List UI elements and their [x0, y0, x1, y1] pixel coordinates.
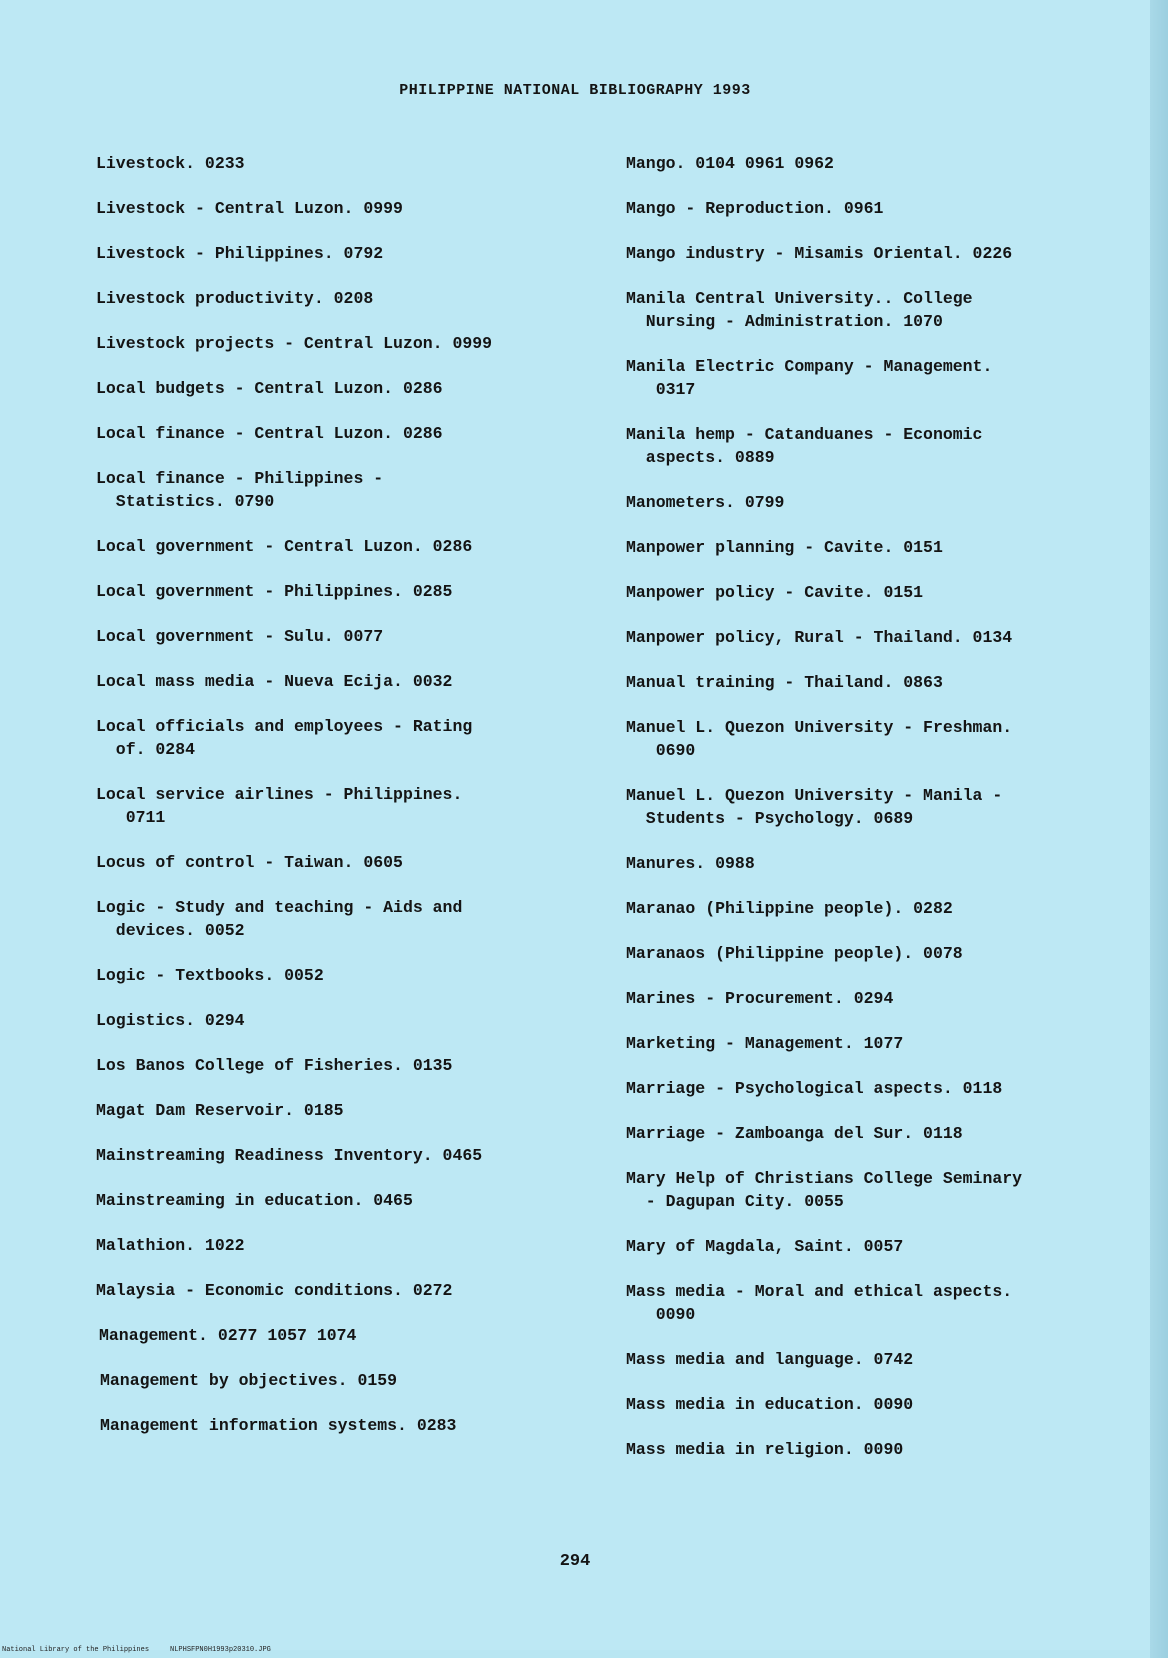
index-entry: Livestock productivity. 0208: [96, 289, 374, 308]
index-entry: Local budgets - Central Luzon. 0286: [96, 379, 443, 398]
index-entry: Livestock projects - Central Luzon. 0999: [96, 334, 493, 353]
index-entry: Marketing - Management. 1077: [626, 1034, 904, 1053]
index-entry: Management information systems. 0283: [100, 1416, 457, 1435]
index-entry: Manometers. 0799: [626, 493, 785, 512]
index-entry: Local finance - Central Luzon. 0286: [96, 424, 443, 443]
index-entry: Mango industry - Misamis Oriental. 0226: [626, 244, 1013, 263]
index-entry: Local service airlines - Philippines. 0711: [96, 785, 463, 827]
index-entry: Local finance - Philippines - Statistics. 0790: [96, 469, 384, 511]
scan-footer-caption: National Library of the Philippines NLPHSFPN0H1993p20310.JPG: [2, 1646, 271, 1654]
index-entry: Manpower policy, Rural - Thailand. 0134: [626, 628, 1013, 647]
index-entry: Mainstreaming Readiness Inventory. 0465: [96, 1146, 483, 1165]
index-entry: Marriage - Psychological aspects. 0118: [626, 1079, 1003, 1098]
index-entry: Mango. 0104 0961 0962: [626, 154, 834, 173]
index-entry: Maranao (Philippine people). 0282: [626, 899, 953, 918]
index-entry: Local government - Sulu. 0077: [96, 627, 384, 646]
index-entry: Mass media - Moral and ethical aspects. 0090: [626, 1282, 1013, 1324]
index-entry: Mango - Reproduction. 0961: [626, 199, 884, 218]
index-entry: Management. 0277 1057 1074: [99, 1326, 357, 1345]
index-entry: Manures. 0988: [626, 854, 755, 873]
index-entry: Logistics. 0294: [96, 1011, 245, 1030]
index-entry: Marriage - Zamboanga del Sur. 0118: [626, 1124, 963, 1143]
page-title: PHILIPPINE NATIONAL BIBLIOGRAPHY 1993: [399, 82, 751, 99]
index-entry: Mass media and language. 0742: [626, 1350, 914, 1369]
page-edge-shadow: [1150, 0, 1168, 1658]
index-entry: Livestock - Central Luzon. 0999: [96, 199, 403, 218]
index-entry: Malaysia - Economic conditions. 0272: [96, 1281, 453, 1300]
index-entry: Malathion. 1022: [96, 1236, 245, 1255]
index-entry: Livestock. 0233: [96, 154, 245, 173]
index-entry: Manual training - Thailand. 0863: [626, 673, 943, 692]
index-entry: Los Banos College of Fisheries. 0135: [96, 1056, 453, 1075]
index-entry: Manuel L. Quezon University - Manila - Students - Psychology. 0689: [626, 786, 1003, 828]
index-entry: Mass media in education. 0090: [626, 1395, 914, 1414]
index-entry: Local officials and employees - Rating of. 0284: [96, 717, 473, 759]
index-entry: Livestock - Philippines. 0792: [96, 244, 384, 263]
index-entry: Mary Help of Christians College Seminary - Dagupan City. 0055: [626, 1169, 1023, 1211]
index-entry: Manila Central University.. College Nursing - Administration. 1070: [626, 289, 973, 331]
index-entry: Manuel L. Quezon University - Freshman. 0690: [626, 718, 1013, 760]
index-entry: Local government - Philippines. 0285: [96, 582, 453, 601]
index-entry: Manila hemp - Catanduanes - Economic aspects. 0889: [626, 425, 983, 467]
index-entry: Marines - Procurement. 0294: [626, 989, 894, 1008]
index-entry: Logic - Study and teaching - Aids and devices. 0052: [96, 898, 463, 940]
index-entry: Mass media in religion. 0090: [626, 1440, 904, 1459]
index-entry: Maranaos (Philippine people). 0078: [626, 944, 963, 963]
index-entry: Locus of control - Taiwan. 0605: [96, 853, 403, 872]
index-entry: Manila Electric Company - Management. 0317: [626, 357, 993, 399]
index-entry: Manpower policy - Cavite. 0151: [626, 583, 924, 602]
index-entry: Manpower planning - Cavite. 0151: [626, 538, 943, 557]
index-entry: Mary of Magdala, Saint. 0057: [626, 1237, 904, 1256]
page-number: 294: [559, 1552, 591, 1571]
index-entry: Magat Dam Reservoir. 0185: [96, 1101, 344, 1120]
index-entry: Mainstreaming in education. 0465: [96, 1191, 413, 1210]
index-entry: Local government - Central Luzon. 0286: [96, 537, 473, 556]
index-entry: Management by objectives. 0159: [100, 1371, 398, 1390]
index-entry: Local mass media - Nueva Ecija. 0032: [96, 672, 453, 691]
index-entry: Logic - Textbooks. 0052: [96, 966, 324, 985]
